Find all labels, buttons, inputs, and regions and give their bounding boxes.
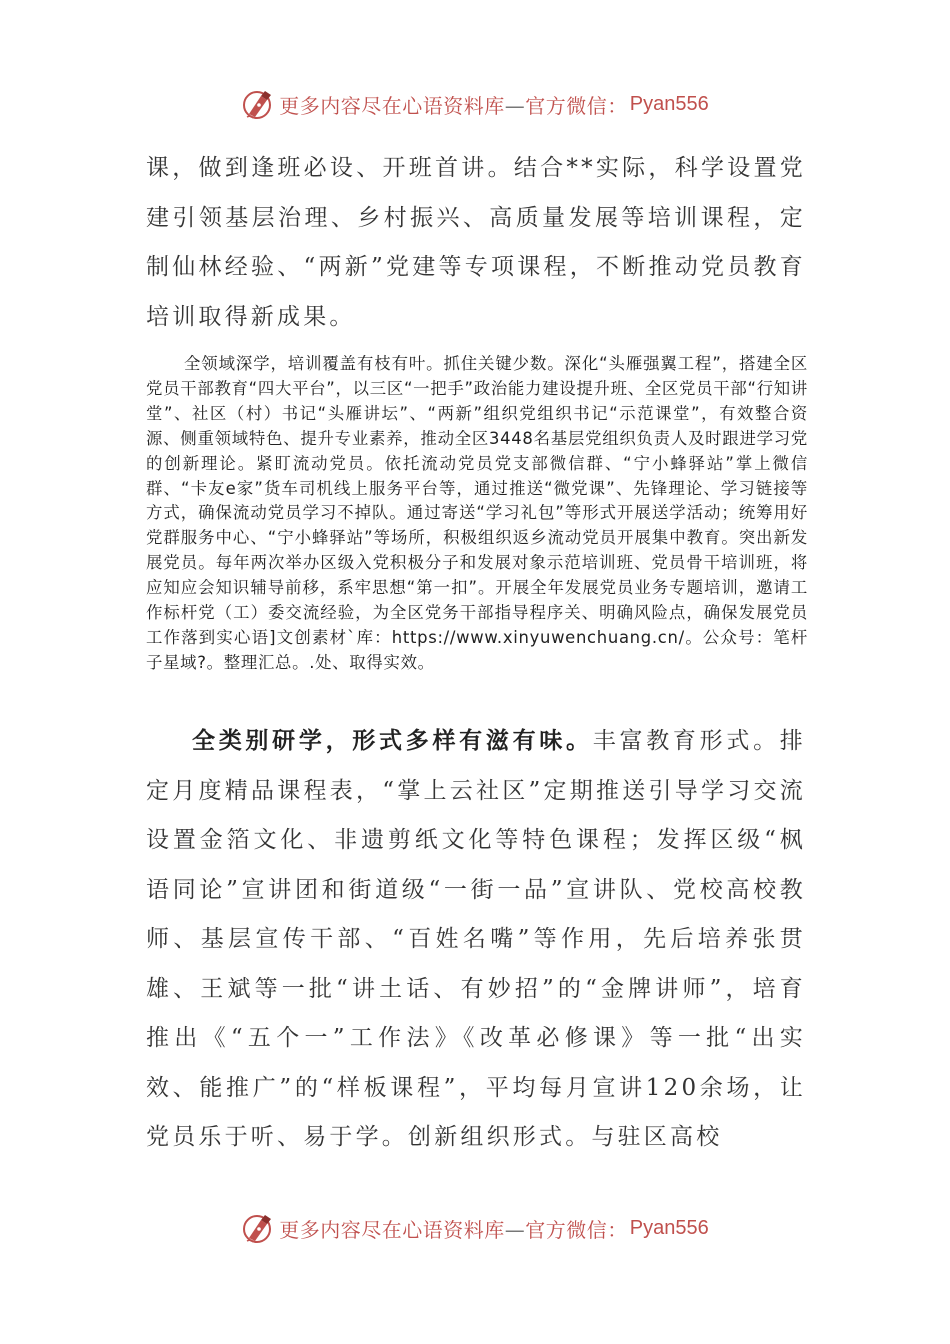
pen-nib-logo-icon: [241, 1211, 275, 1245]
paragraph-lead-heading: 全类别研学，形式多样有滋有味。: [192, 727, 593, 754]
paragraph-body: 丰富教育形式。排定月度精品课程表，“掌上云社区”定期推送引导学习交流设置金箔文化、非遗剪纸文化等特色课程；发挥区级“枫语同论”宣讲团和街道级“一街一品”宣讲队、党校高校教师、基层宣传干部、“百姓名嘴”等作用，先后培养张贯雄、王斌等一批“讲土话、有妙招”的“金牌讲师”，培育推出《“五个一”工作法》《改革必修课》等一批“出实效、能推广”的“样板课程”，平均每月宣讲120余场，让党员乐于听、易于学。创新组织形式。与驻区高校: [146, 728, 807, 1150]
header-wechat-id: Pyan556: [629, 92, 709, 115]
pen-nib-logo-icon: [241, 87, 275, 121]
paragraph-continued: 课，做到逢班必设、开班首讲。结合**实际，科学设置党建引领基层治理、乡村振兴、高质量发展等培训课程，定制仙林经验、“两新”党建等专项课程，不断推动党员教育培训取得新成果。: [146, 155, 806, 330]
footer-wechat-id: Pyan556: [629, 1216, 709, 1239]
footer-banner: [0, 1208, 950, 1248]
paragraph-research-forms: [146, 716, 806, 1163]
paragraph-small-print: 全领域深学，培训覆盖有枝有叶。抓住关键少数。深化“头雁强翼工程”，搭建全区党员干部教育“四大平台”，以三区“一把手”政治能力建设提升班、全区党员干部“行知讲堂”、社区（村）书记“头雁讲坛”、“两新”组织党组织书记“示范课堂”，有效整合资源、侧重领域特色、提升专业素养，推动全区3448名基层党组织负责人及时跟进学习党的创新理论。紧盯流动党员。依托流动党员党支部微信群、“宁小蜂驿站”掌上微信群、“卡友e家”货车司机线上服务平台等，通过推送“微党课”、先锋理论、学习链接等方式，确保流动党员学习不掉队。通过寄送“学习礼包”等形式开展送学活动；统筹用好党群服务中心、“宁小蜂驿站”等场所，积极组织返乡流动党员开展集中教育。突出新发展党员。每年两次举办区级入党积极分子和发展对象示范培训班、党员骨干培训班，将应知应会知识辅导前移，系牢思想“第一扣”。开展全年发展党员业务专题培训，邀请工作标杆党（工）委交流经验，为全区党务干部指导程序关、明确风险点，确保发展党员工作落到实心语]文创素材`库：https://www.xinyuwenchuang.cn/。公众号：笔杆子星域?。整理汇总。.处、取得实效。: [146, 354, 808, 672]
header-banner-text: 更多内容尽在心语资料库—官方微信：: [279, 93, 628, 118]
header-banner: [0, 84, 950, 124]
footer-banner-text: 更多内容尽在心语资料库—官方微信：: [279, 1217, 628, 1242]
